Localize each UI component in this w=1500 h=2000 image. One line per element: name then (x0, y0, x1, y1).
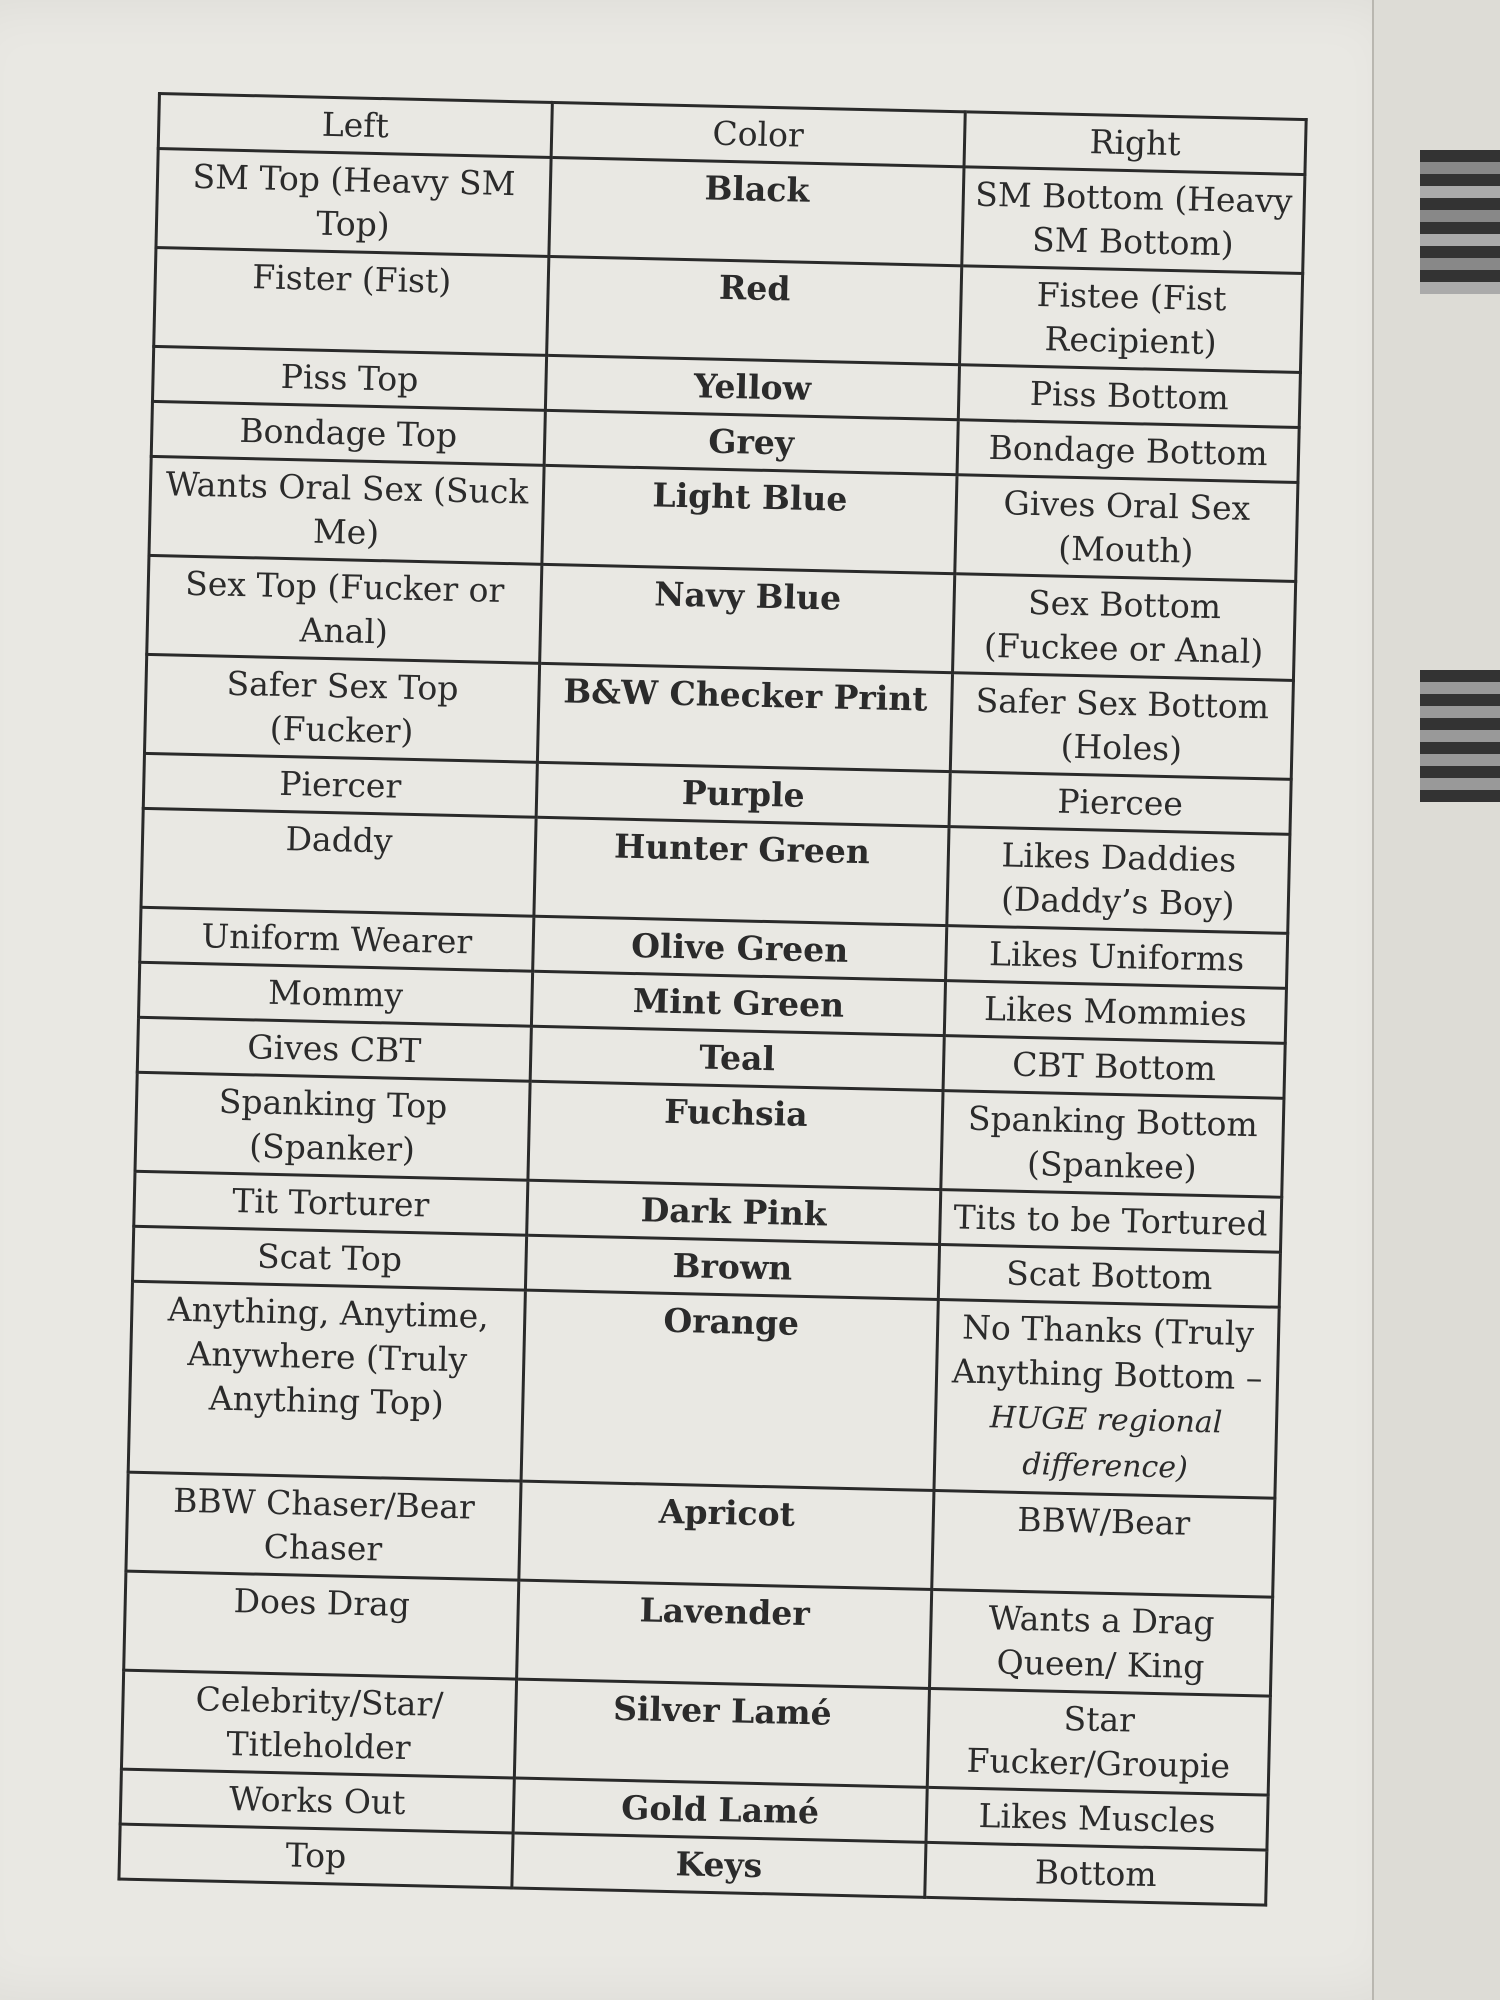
color-cell: Keys (512, 1833, 926, 1897)
right-cell: Safer Sex Bottom (Holes) (950, 673, 1293, 780)
left-cell: Scat Top (133, 1226, 527, 1290)
left-cell: Sex Top (Fucker or Anal) (147, 555, 542, 663)
left-cell: Wants Oral Sex (Suck Me) (149, 456, 544, 564)
left-cell: SM Top (Heavy SM Top) (156, 149, 551, 257)
right-cell: Bottom (925, 1842, 1267, 1905)
flag-stripes-bottom (1420, 670, 1500, 802)
right-cell: Sex Bottom (Fuckee or Anal) (953, 574, 1296, 681)
right-cell-text: No Thanks (Truly Anything Bottom – (951, 1307, 1263, 1398)
color-cell: Fuchsia (528, 1081, 943, 1189)
color-cell: Grey (544, 410, 958, 474)
adjacent-page (1372, 0, 1500, 2000)
color-column-header: Color (551, 102, 965, 166)
color-cell: Apricot (519, 1481, 934, 1589)
color-cell: Lavender (517, 1580, 932, 1688)
table-row (128, 1281, 1279, 1498)
color-cell: Navy Blue (540, 564, 955, 672)
left-cell: Gives CBT (137, 1017, 531, 1081)
left-cell: Piercer (143, 753, 537, 817)
left-cell: Bondage Top (151, 401, 545, 465)
left-cell: Uniform Wearer (140, 907, 534, 971)
left-cell: Celebrity/Star/ Titleholder (121, 1670, 516, 1778)
right-cell: BBW/Bear (932, 1490, 1275, 1597)
right-cell: Likes Uniforms (946, 926, 1288, 989)
left-cell: Spanking Top (Spanker) (135, 1072, 530, 1180)
left-cell: Daddy (141, 808, 536, 916)
right-cell: Scat Bottom (938, 1245, 1280, 1308)
color-cell: Orange (521, 1290, 938, 1490)
color-cell: Mint Green (531, 971, 945, 1035)
right-cell: Likes Daddies (Daddy’s Boy) (947, 827, 1290, 934)
color-cell: Olive Green (533, 916, 947, 980)
right-column-header: Right (964, 112, 1306, 175)
right-cell: Fistee (Fist Recipient) (960, 266, 1303, 373)
right-cell: Piss Bottom (958, 365, 1300, 428)
color-cell: Yellow (545, 355, 959, 419)
right-cell: Gives Oral Sex (Mouth) (955, 475, 1298, 582)
color-cell: B&W Checker Print (537, 663, 952, 771)
right-cell: SM Bottom (Heavy SM Bottom) (962, 167, 1305, 274)
left-cell: Mommy (139, 962, 533, 1026)
left-cell: Piss Top (152, 346, 546, 410)
color-cell: Red (547, 256, 962, 364)
right-cell (934, 1300, 1279, 1499)
left-cell: Tit Torturer (134, 1171, 528, 1235)
left-cell: Anything, Anytime, Anywhere (Truly Anything Top) (128, 1281, 525, 1481)
color-cell: Silver Lamé (514, 1679, 929, 1787)
flag-stripes-top (1420, 150, 1500, 294)
color-cell: Light Blue (542, 465, 957, 573)
right-cell: Bondage Bottom (957, 420, 1299, 483)
color-cell: Purple (536, 762, 950, 826)
left-cell: Works Out (120, 1769, 514, 1833)
left-column-header: Left (158, 94, 552, 158)
right-cell: Tits to be Tortured (940, 1190, 1282, 1253)
color-cell: Dark Pink (527, 1180, 941, 1244)
right-cell: Wants a Drag Queen/ King (929, 1589, 1272, 1696)
left-cell: Top (119, 1824, 513, 1888)
left-cell: Fister (Fist) (154, 247, 549, 355)
left-cell: Does Drag (124, 1571, 519, 1679)
left-cell: Safer Sex Top (Fucker) (144, 654, 539, 762)
color-cell: Hunter Green (534, 817, 949, 925)
right-cell: CBT Bottom (943, 1036, 1285, 1099)
left-cell: BBW Chaser/Bear Chaser (126, 1472, 521, 1580)
right-cell: Likes Muscles (926, 1787, 1268, 1850)
color-cell: Teal (530, 1026, 944, 1090)
color-cell: Gold Lamé (513, 1778, 927, 1842)
right-cell-note: HUGE regional difference) (989, 1400, 1223, 1486)
color-cell: Black (549, 157, 964, 265)
color-cell: Brown (525, 1235, 939, 1299)
kink-flag-table (117, 92, 1307, 1907)
right-cell: Spanking Bottom (Spankee) (941, 1091, 1284, 1198)
right-cell: Star Fucker/Groupie (927, 1688, 1270, 1795)
right-cell: Likes Mommies (944, 981, 1286, 1044)
right-cell: Piercee (949, 772, 1291, 835)
